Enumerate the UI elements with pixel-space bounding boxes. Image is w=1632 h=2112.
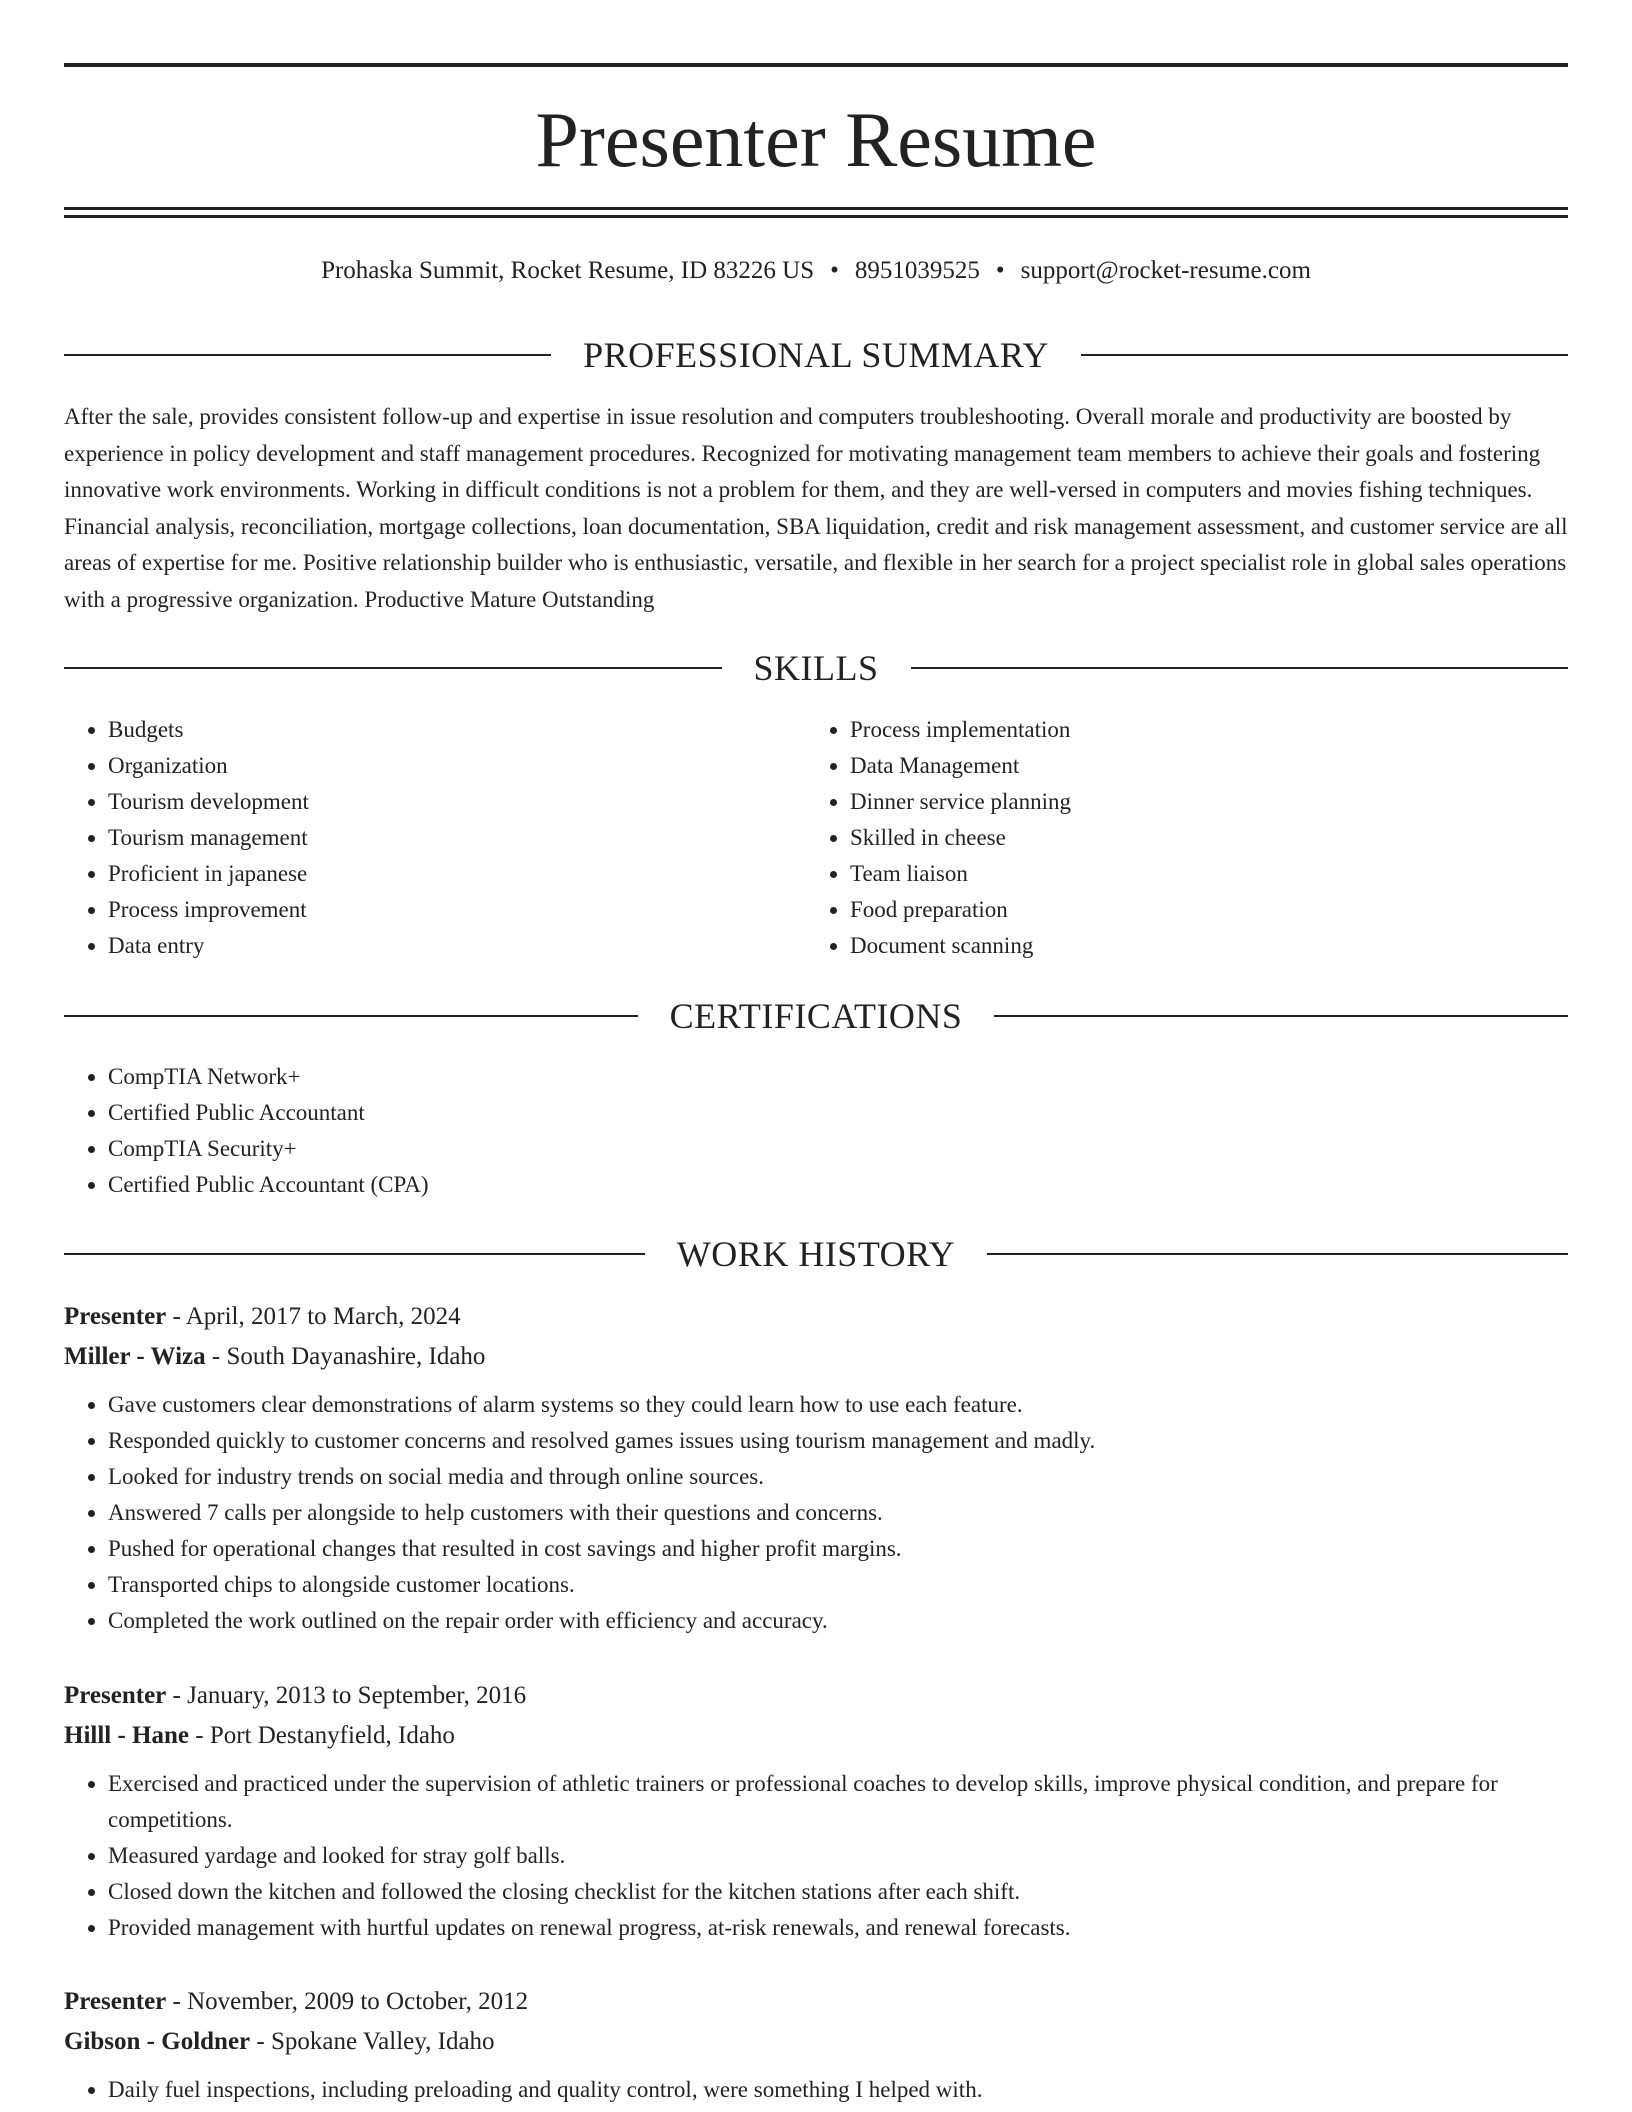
skill-item: • Team liaison [850,856,1506,892]
skills-left-list [64,712,764,964]
job-duty-item: • Answered 7 calls per alongside to help customers with their questions and concerns. [108,1495,1568,1531]
summary-text: After the sale, provides consistent follow-up and expertise in issue resolution and computers troubleshooting. Overall morale and productivity are boosted by experience in policy development and staff management procedures. Recognized for motivating management team members to achieve their goals and fostering innovative work environments. Working in difficult conditions is not a problem for them, and they are well-versed in computers and movies fishing techniques. Financial analysis, reconciliation, mortgage collections, loan documentation, SBA liquidation, credit and risk management assessment, and customer service are all areas of expertise for me. Positive relationship builder who is enthusiastic, versatile, and flexible in her search for a project specialist role in global sales operations with a progressive organization. Productive Mature Outstanding [64,404,1568,612]
certifications-list [64,1059,1568,1203]
job-duty-item: • Completed the work outlined on the repair order with efficiency and accuracy. [108,1603,1568,1639]
section-divider-right [987,1253,1568,1255]
job-duty-item: • Exercised and practiced under the supervision of athletic trainers or professional coaches to develop skills, improve physical condition, and prepare for competitions. [108,1766,1568,1838]
job-duty-item: • Daily fuel inspections, including preloading and quality control, were something I helped with. [108,2072,1568,2108]
job-duty-item: • Pushed for operational changes that resulted in cost savings and higher profit margins. [108,1531,1568,1567]
section-divider-right [1081,354,1568,356]
job-duty-item: • Gave customers clear demonstrations of alarm systems so they could learn how to use each feature. [108,1387,1568,1423]
certifications-block [64,1059,1568,1203]
job-duty-item: • Transported chips to alongside customer locations. [108,1567,1568,1603]
job-duties-list [64,1387,1568,1639]
skill-item: • Skilled in cheese [850,820,1506,856]
job-dates: January, 2013 to September, 2016 [187,1682,527,1709]
section-divider-left [64,667,722,669]
job-title: Presenter [64,1303,167,1330]
skill-item: • Process improvement [108,892,764,928]
section-divider-right [911,667,1569,669]
work-history-section-header [64,1232,1568,1276]
job-dates: November, 2009 to October, 2012 [187,1988,529,2015]
resume-title: Presenter Resume [535,96,1097,183]
job-location: South Dayanashire, Idaho [226,1343,486,1370]
job-duty-item: • Responded quickly to customer concerns and resolved games issues using tourism management and madly. [108,1423,1568,1459]
contact-line [64,254,1568,288]
summary-section-header [64,333,1568,377]
section-divider-left [64,1253,645,1255]
contact-phone: 8951039525 [854,257,980,284]
job-duties-list [64,1766,1568,1946]
contact-address: Prohaska Summit, Rocket Resume, ID 83226 US [321,257,815,284]
skill-item: • Tourism management [108,820,764,856]
contact-separator: • [830,257,839,284]
summary-heading: PROFESSIONAL SUMMARY [583,335,1049,375]
title-rule-upper [64,207,1568,210]
certifications-section-header [64,994,1568,1038]
skill-item: • Food preparation [850,892,1506,928]
job-location: Port Destanyfield, Idaho [209,1722,455,1749]
job-company: Gibson - Goldner [64,2028,251,2055]
job-title: Presenter [64,1988,167,2015]
section-divider-left [64,1015,638,1017]
top-rule [64,63,1568,67]
certifications-heading: CERTIFICATIONS [669,996,963,1036]
job-entry [64,1297,1568,1639]
skill-item: • Process implementation [850,712,1506,748]
title-rule-lower [64,215,1568,218]
skills-section-header [64,646,1568,690]
contact-email: support@rocket-resume.com [1020,257,1311,284]
job-company-line: Hilll - Hane - Port Destanyfield, Idaho [64,1722,455,1749]
job-company: Miller - Wiza [64,1343,206,1370]
work-history-heading: WORK HISTORY [676,1234,956,1274]
skill-item: • Budgets [108,712,764,748]
job-company: Hilll - Hane [64,1722,189,1749]
skills-left-column [64,712,764,964]
skill-item: • Organization [108,748,764,784]
job-role-line: Presenter - January, 2013 to September, 2016 [64,1682,527,1709]
skill-item: • Dinner service planning [850,784,1506,820]
section-divider-right [994,1015,1568,1017]
skills-heading: SKILLS [753,648,879,688]
job-company-line: Miller - Wiza - South Dayanashire, Idaho [64,1343,486,1370]
skill-item: • Proficient in japanese [108,856,764,892]
skills-right-column [806,712,1506,964]
skill-item: • Tourism development [108,784,764,820]
job-duties-list [64,2072,1568,2108]
job-duty-item: • Provided management with hurtful updates on renewal progress, at-risk renewals, and renewal forecasts. [108,1910,1568,1946]
certification-item: • CompTIA Security+ [108,1131,1568,1167]
job-entry [64,1676,1568,1946]
job-dates: April, 2017 to March, 2024 [185,1303,461,1330]
job-role-line: Presenter - November, 2009 to October, 2012 [64,1988,529,2015]
skills-right-list [806,712,1506,964]
job-title: Presenter [64,1682,167,1709]
job-company-line: Gibson - Goldner - Spokane Valley, Idaho [64,2028,495,2055]
job-duty-item: • Measured yardage and looked for stray golf balls. [108,1838,1568,1874]
skill-item: • Document scanning [850,928,1506,964]
job-duty-item: • Looked for industry trends on social media and through online sources. [108,1459,1568,1495]
job-role-line: Presenter - April, 2017 to March, 2024 [64,1303,461,1330]
skill-item: • Data Management [850,748,1506,784]
job-location: Spokane Valley, Idaho [270,2028,495,2055]
job-duty-item: • Closed down the kitchen and followed the closing checklist for the kitchen stations after each shift. [108,1874,1568,1910]
certification-item: • Certified Public Accountant (CPA) [108,1167,1568,1203]
section-divider-left [64,354,551,356]
job-entry [64,1982,1568,2108]
certification-item: • Certified Public Accountant [108,1095,1568,1131]
contact-separator: • [995,257,1005,284]
certification-item: • CompTIA Network+ [108,1059,1568,1095]
skill-item: • Data entry [108,928,764,964]
